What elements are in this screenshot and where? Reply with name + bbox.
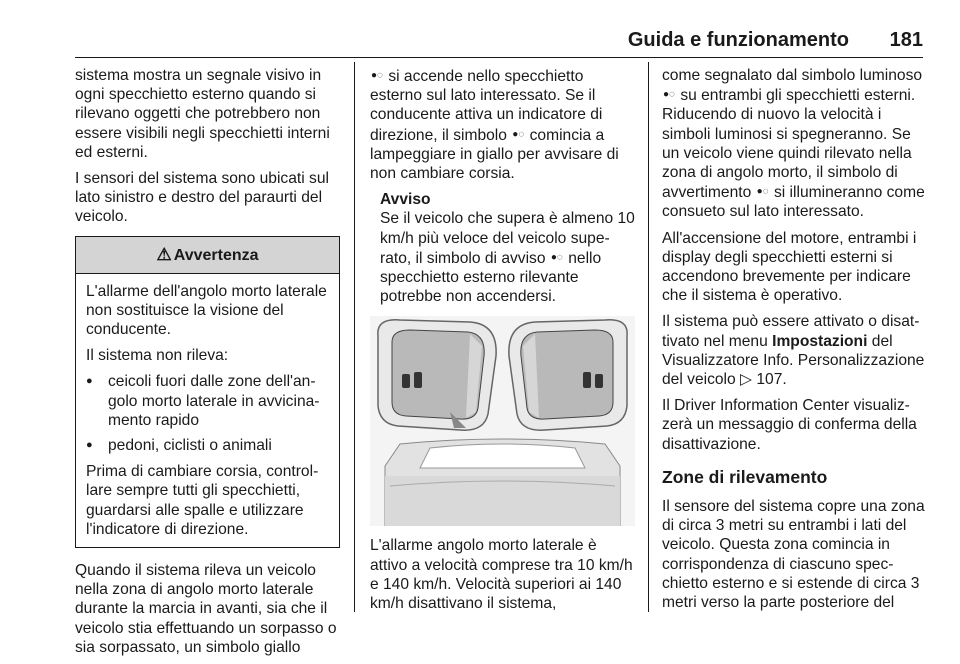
paragraph-text: su entrambi gli specchietti esterni. Riducendo di nuovo la velocità i simboli luminosi si spegneranno. Se un veicolo viene quindi rilevato nella zona di angolo morto, il simbolo di avvertimento (662, 87, 916, 202)
paragraph: L'allarme angolo morto laterale è attivo a velocità comprese tra 10 km/h e 140 km/h. Velocità superiori ai 140 km/h disattivano il sistema, (370, 537, 633, 613)
warning-text: Prima di cambiare corsia, controllare sempre tutti gli specchietti, guardarsi alle spalle e utilizzare l'indicatore di direzione. (86, 463, 319, 538)
paragraph: Il Driver Information Center visualizzerà un messaggio di conferma della disattivazione. (662, 397, 917, 453)
note-text-part: Se il veicolo che supera è almeno 10 km/h più veloce del veicolo superato, il simbolo di avviso (380, 210, 635, 267)
warning-text: L'allarme dell'angolo morto laterale non sostituisce la visione del conducente. (86, 282, 327, 339)
paragraph: sistema mostra un segnale visivo in ogni specchietto esterno quando si rilevano oggetti che potrebbero non essere visibili negli specchietti interni ed esterni. (75, 67, 330, 161)
paragraph-text: comincia a lampeggiare in giallo per avvisare di non cambiare corsia. (370, 126, 619, 183)
warning-box (75, 236, 340, 548)
page-number: 181 (889, 29, 923, 51)
column-1 (75, 66, 340, 664)
paragraph-text: del Visualizzatore Info. Personalizzazione del veicolo (662, 332, 925, 389)
menu-name: Impostazioni (772, 332, 868, 350)
note-title: Avviso (380, 191, 431, 209)
right-mirror (509, 320, 627, 430)
paragraph-text: come segnalato dal simbolo luminoso (662, 67, 923, 84)
blind-spot-symbol-icon: ●◌ (663, 89, 675, 101)
list-item: ● pedoni, ciclisti o animali (86, 436, 331, 455)
car-rear (385, 439, 620, 526)
column-2 (370, 66, 635, 620)
paragraph (370, 66, 635, 183)
page-reference[interactable]: 107. (756, 371, 787, 389)
blind-spot-symbol-icon: ●◌ (512, 128, 525, 140)
warning-list (86, 372, 331, 455)
blind-spot-symbol-icon: ●◌ (756, 186, 769, 198)
note-text (380, 209, 635, 306)
warning-title: Avvertenza (173, 246, 259, 264)
paragraph: Il sensore del sistema copre una zona di circa 3 metri su entrambi i lati del veicolo. Questa zona comincia in corrispondenza di ciascuno specchietto esterno e si estende di circa 3 metri verso la parte posteriore del (662, 498, 925, 612)
subheading: Zone di rilevamento (662, 466, 828, 487)
note-text-part: nello specchietto esterno rilevante potrebbe non accendersi. (380, 249, 602, 306)
section-title: Guida e funzionamento (627, 29, 849, 51)
page-header (75, 26, 923, 56)
paragraph: All'accensione del motore, entrambi i display degli specchietti esterni si accendono brevemente per indicare che il sistema è operativo. (662, 229, 917, 305)
paragraph: I sensori del sistema sono ubicati sul lato sinistro e destro del paraurti del veicolo. (75, 170, 329, 226)
warning-body (76, 274, 339, 547)
paragraph (662, 66, 926, 222)
column-3 (662, 66, 926, 619)
note-box (370, 190, 635, 306)
page-reference-icon: ▷ (740, 371, 753, 389)
paragraph-text: Il sistema può essere attivato o disattivato nel menu (662, 313, 920, 350)
warning-triangle-icon: ⚠ (156, 244, 172, 264)
paragraph-text: si illumineranno come consueto sul lato interessato. (662, 184, 925, 221)
mirror-illustration (370, 316, 635, 526)
warning-text: Il sistema non rileva: (86, 347, 229, 365)
warning-header (76, 237, 339, 274)
paragraph: Quando il sistema rileva un veicolo nella zona di angolo morto laterale durante la marcia in avanti, sia che il veicolo stia effettuando un sorpasso o sia sorpassato, un simbolo giallo (75, 562, 337, 656)
column-divider (354, 62, 355, 612)
column-divider (648, 62, 649, 612)
blind-spot-symbol-icon: ●◌ (371, 70, 383, 81)
header-rule (75, 57, 923, 58)
left-mirror (378, 320, 496, 430)
paragraph-text: si accende nello specchietto esterno sul lato interessato. Se il conducente attiva un indicatore di direzione, il simbolo (370, 68, 603, 144)
list-item: ● ceicoli fuori dalle zone dell'angolo morto laterale in avvicinamento rapido (86, 372, 331, 430)
paragraph (662, 312, 926, 389)
blind-spot-symbol-icon: ●◌ (550, 251, 563, 263)
